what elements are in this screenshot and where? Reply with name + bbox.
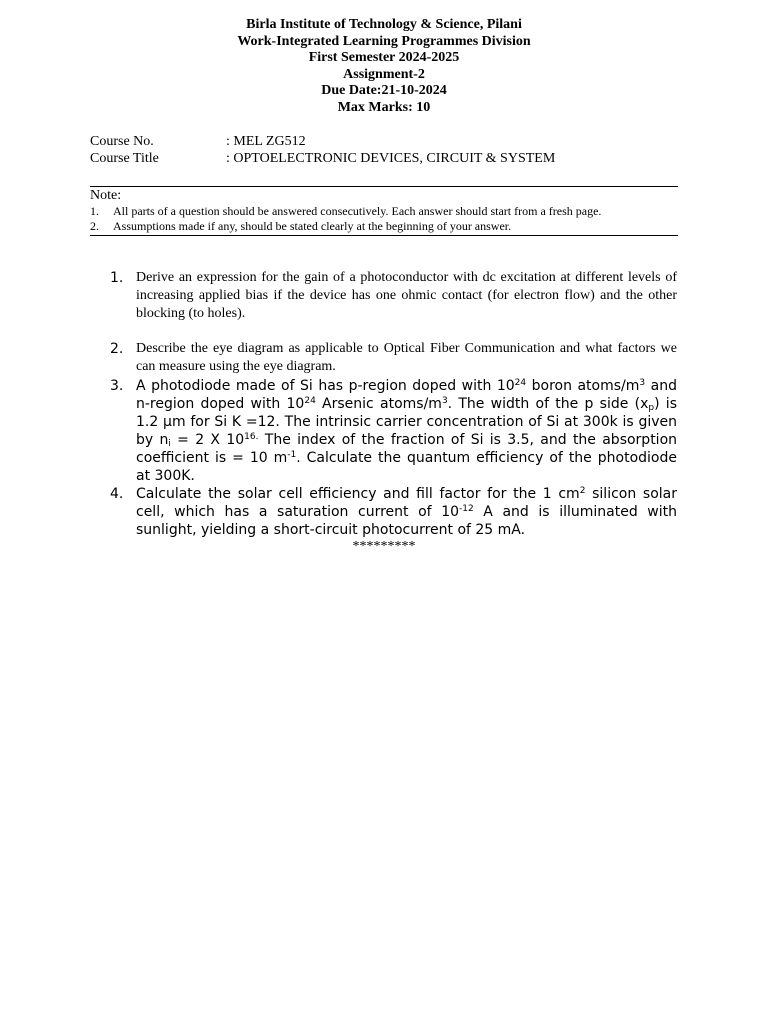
superscript: -1 xyxy=(287,450,297,460)
question-text xyxy=(136,485,677,539)
course-number-label: Course No. xyxy=(90,134,154,149)
course-number-row xyxy=(90,133,678,150)
subscript: p xyxy=(648,403,655,413)
notes-list xyxy=(90,204,678,234)
document-header xyxy=(90,17,678,117)
semester: First Semester 2024-2025 xyxy=(308,50,460,66)
superscript: 3 xyxy=(441,396,448,406)
subscript: i xyxy=(168,439,171,449)
course-info xyxy=(90,133,678,167)
superscript: 3 xyxy=(639,378,646,388)
superscript: 2 xyxy=(579,486,586,496)
question-1 xyxy=(110,269,677,323)
text-fragment: . The width of the p side (x xyxy=(447,396,649,412)
text-fragment: A and is illuminated with sunlight, yielding a short-circuit photocurrent of 25 mA. xyxy=(136,504,677,538)
note-item xyxy=(90,204,678,219)
institute-name: Birla Institute of Technology & Science, Pilani xyxy=(246,17,522,32)
text-fragment: Calculate the solar cell efficiency and fill factor for the 1 cm xyxy=(136,486,580,502)
text-fragment: and n-region doped with 10 xyxy=(136,378,677,412)
text-fragment: The index of the fraction of Si is 3.5, and the absorption coefficient is = 10 m xyxy=(136,432,678,466)
question-number: 3. xyxy=(110,378,124,394)
text-fragment: = 2 X 10 xyxy=(170,432,245,448)
superscript: 24 xyxy=(304,396,316,406)
end-marker: ********* xyxy=(352,539,416,554)
text-fragment: A photodiode made of Si has p-region doped with 10 xyxy=(136,378,515,394)
notes-title: Note: xyxy=(90,188,122,203)
course-title-value: : OPTOELECTRONIC DEVICES, CIRCUIT & SYSTEM xyxy=(226,151,556,166)
note-number: 1. xyxy=(90,204,99,218)
due-date: Due Date:21-10-2024 xyxy=(321,83,447,99)
max-marks: Max Marks: 10 xyxy=(337,99,431,115)
question-text: Derive an expression for the gain of a photoconductor with dc excitation at different levels of increasing applied bias if the device has one ohmic contact (for electron flow) and the other blocking (to holes). xyxy=(136,270,677,321)
question-3 xyxy=(110,377,677,485)
division-name: Work-Integrated Learning Programmes Division xyxy=(237,33,531,49)
note-text: Assumptions made if any, should be stated clearly at the beginning of your answer. xyxy=(113,219,512,233)
note-number: 2. xyxy=(90,219,99,233)
notes-box xyxy=(90,186,678,236)
question-text: Describe the eye diagram as applicable to Optical Fiber Communication and what factors we can measure using the eye diagram. xyxy=(136,341,677,374)
note-text: All parts of a question should be answered consecutively. Each answer should start from a fresh page. xyxy=(113,204,602,218)
question-2 xyxy=(110,340,677,376)
text-fragment: silicon solar cell, which has a saturation current of 10 xyxy=(136,486,677,520)
note-item xyxy=(90,219,678,234)
assignment-title: Assignment-2 xyxy=(343,66,425,82)
course-title-label: Course Title xyxy=(90,151,159,166)
text-fragment: boron atoms/m xyxy=(526,378,640,394)
question-number: 1. xyxy=(110,270,124,286)
text-fragment: Arsenic atoms/m xyxy=(315,396,442,412)
question-number: 2. xyxy=(110,341,124,357)
superscript: 24 xyxy=(514,378,527,388)
course-title-row xyxy=(90,150,678,167)
question-number: 4. xyxy=(110,486,124,502)
course-number-value: : MEL ZG512 xyxy=(226,134,306,149)
question-text xyxy=(136,377,677,485)
question-4 xyxy=(110,485,677,539)
superscript: -12 xyxy=(459,504,474,514)
questions-list xyxy=(110,269,677,539)
superscript: 16. xyxy=(244,432,259,442)
text-fragment: . Calculate the quantum efficiency of the photodiode at 300K. xyxy=(136,450,677,484)
text-fragment: ) is 1.2 µm for Si K =12. The intrinsic carrier concentration of Si at 300k is given by n xyxy=(136,396,677,448)
